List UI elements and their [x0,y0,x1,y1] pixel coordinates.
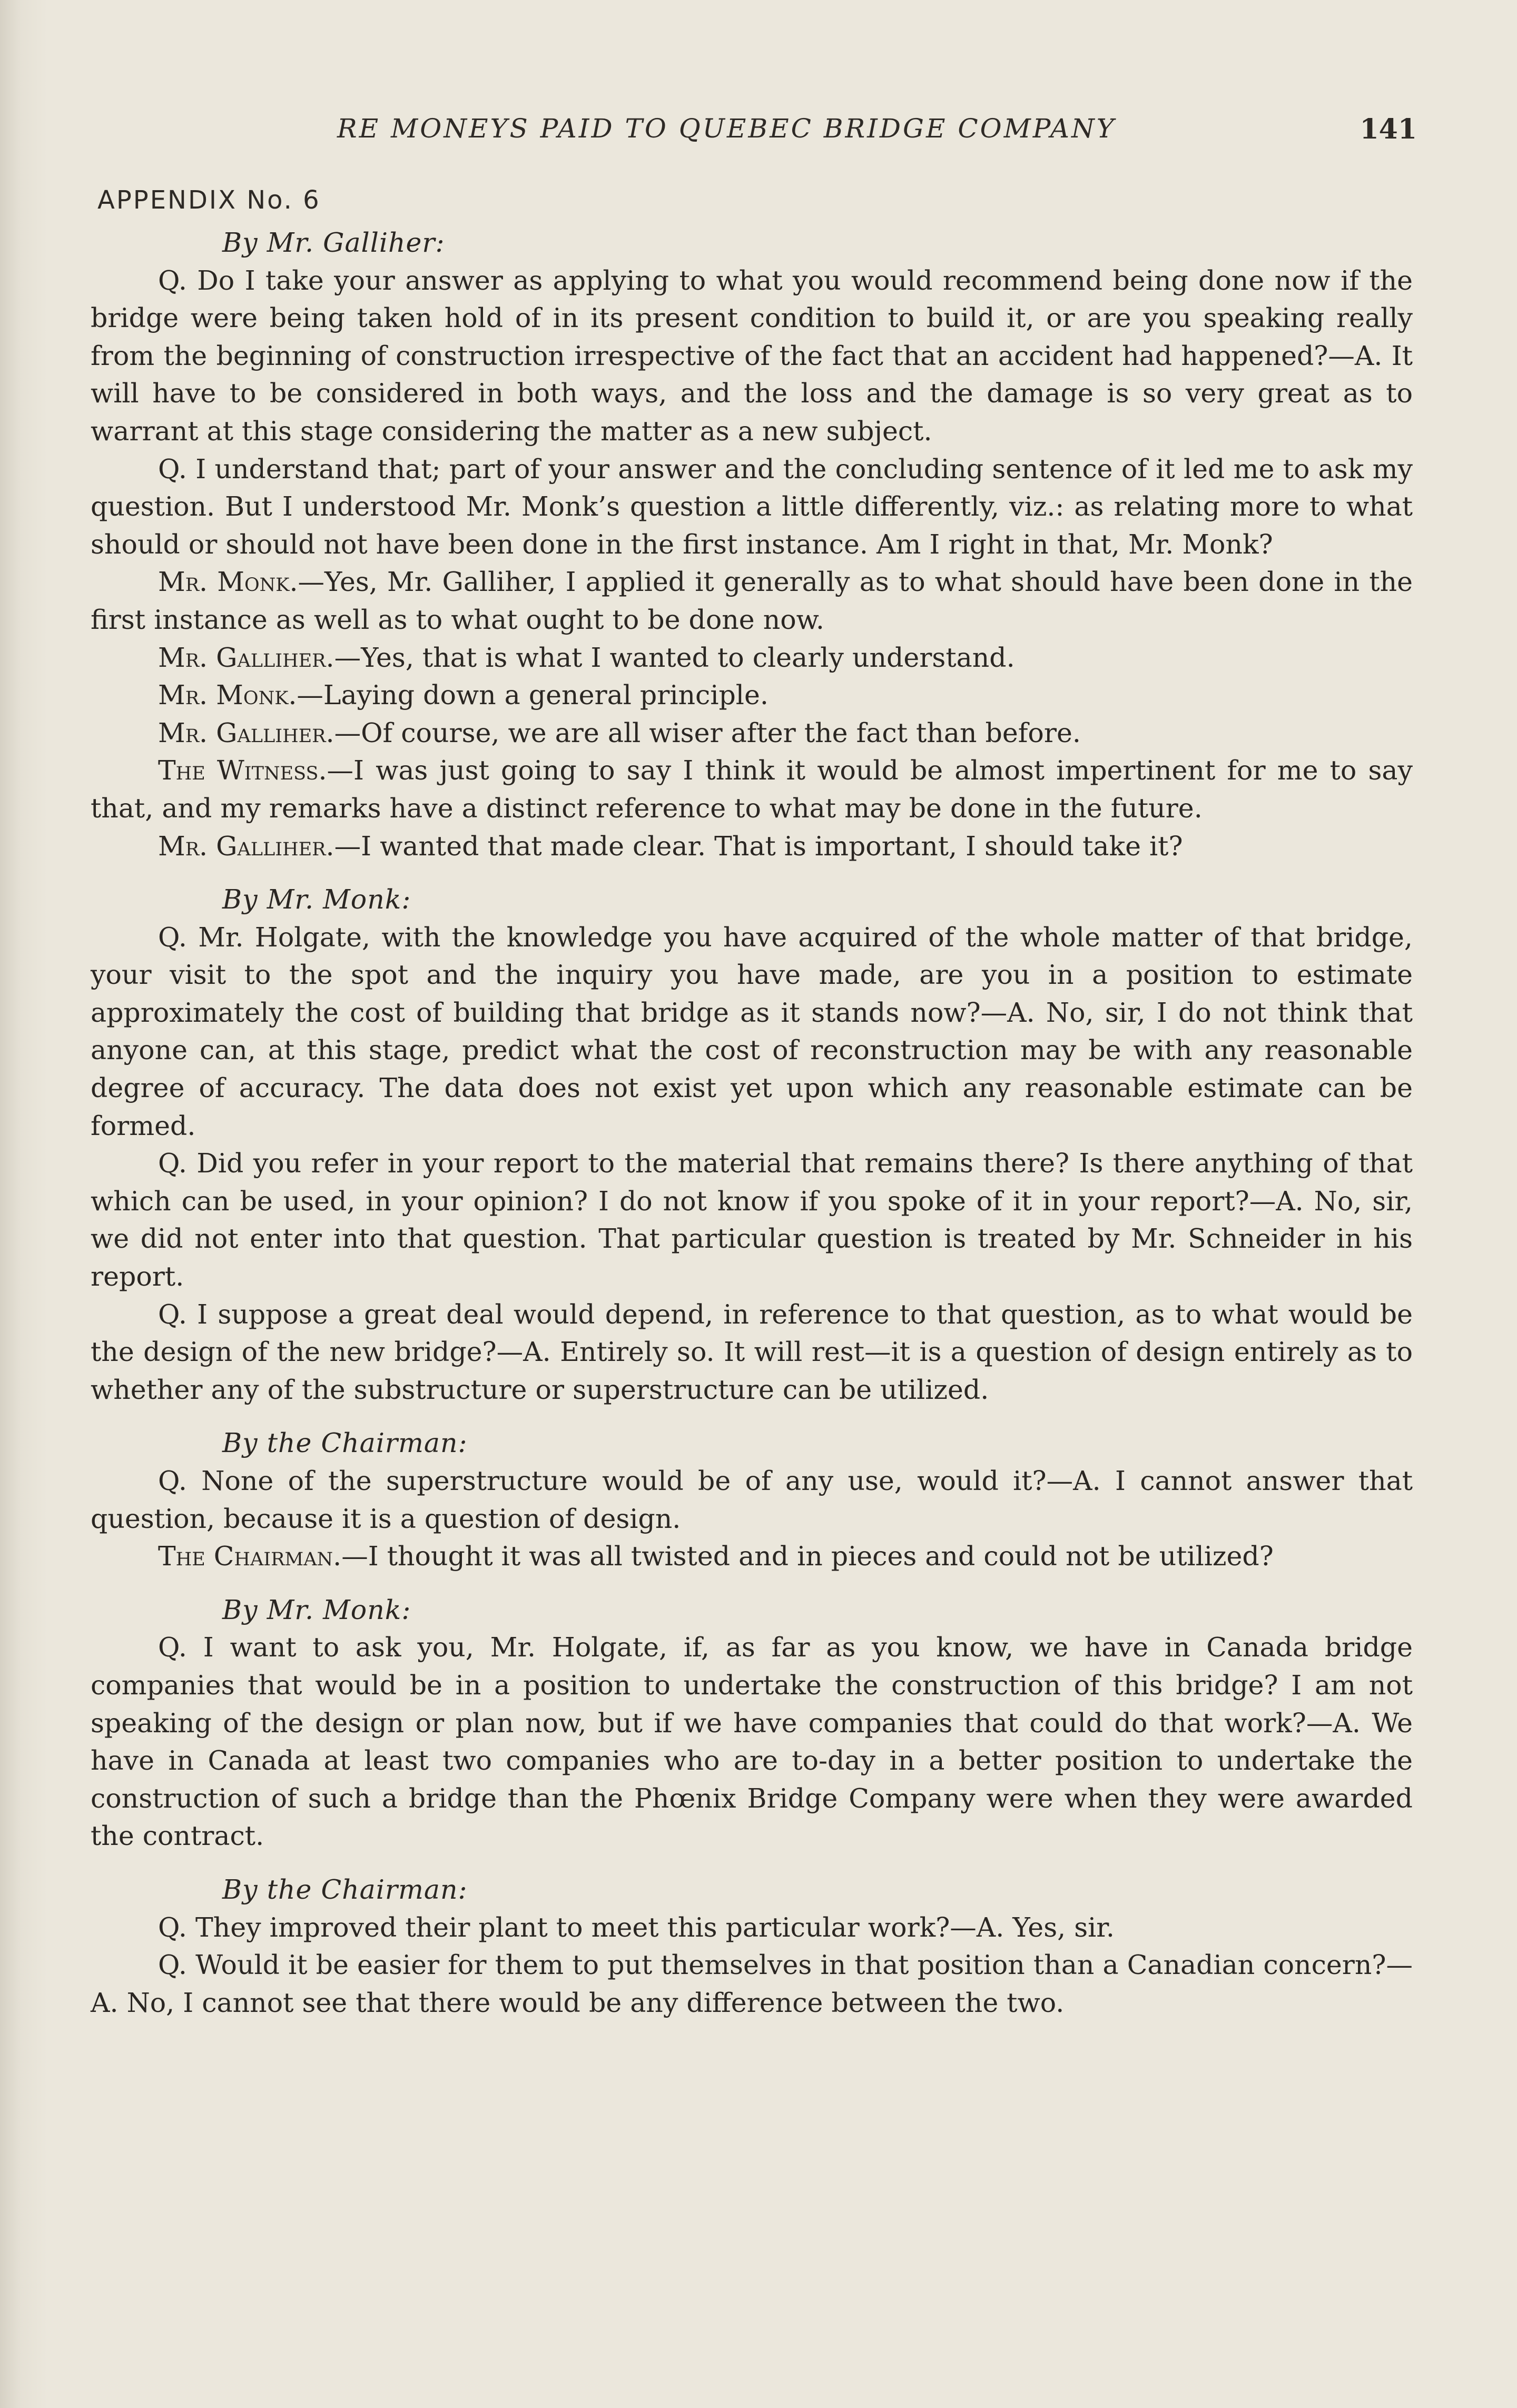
paragraph: Q. They improved their plant to meet this particular work?—A. Yes, sir. [158,1911,1115,1943]
speaker-paragraph [91,563,1413,638]
section-heading: By Mr. Monk: [222,1594,411,1625]
paragraph: Q. I want to ask you, Mr. Holgate, if, as far as you know, we have in Canada bridge companies that would be in a position to undertake the construction of this bridge? I am not speaking of the design or plan now, but if we have companies that could do that work?—A. We have in Canada at least two companies who are to-day in a better position to undertake the construction of such a bridge than the Phœnix Bridge Company were when they were awarded the contract. [91,1632,1413,1852]
speaker-name: The Witness. [158,755,327,786]
speaker-paragraph [91,639,1413,677]
paragraph: Q. I understand that; part of your answer and the concluding sentence of it led me to ask my question. But I understood Mr. Monk’s question a little differently, viz.: as relating more to what should or should not have been done in the first instance. Am I right in that, Mr. Monk? [91,453,1413,560]
page-header [337,113,1417,161]
section-heading: By Mr. Galliher: [222,227,445,258]
page-number: 141 [1360,113,1417,145]
body-text [91,224,1413,2021]
paragraph: Q. Do I take your answer as applying to what you would recommend being done now if the bridge were being taken hold of in its present condition to build it, or are you speaking really from the beginning of construction irrespective of the fact that an accident had happened?—A. It will have to be considered in both ways, and the loss and the damage is so very great as to warrant at this stage considering the matter as a new subject. [91,264,1413,447]
speaker-text: —I thought it was all twisted and in pieces and could not be utilized? [341,1541,1274,1572]
speaker-text: —Of course, we are all wiser after the fact than before. [334,717,1081,748]
speaker-paragraph [91,827,1413,865]
speaker-name: Mr. Monk. [158,679,297,711]
speaker-paragraph [91,676,1413,714]
paragraph: Q. I suppose a great deal would depend, in reference to that question, as to what would be the design of the new bridge?—A. Entirely so. It will rest—it is a question of design entirely as to whether any of the substructure or superstructure can be utilized. [91,1298,1413,1405]
paragraph: Q. Did you refer in your report to the material that remains there? Is there anything of that which can be used, in your opinion? I do not know if you spoke of it in your report?—A. No, sir, we did not enter into that question. That particular question is treated by Mr. Schneider in his report. [91,1148,1413,1292]
speaker-name: The Chairman. [158,1541,342,1572]
speaker-name: Mr. Galliher. [158,830,334,862]
speaker-text: —Laying down a general principle. [297,679,769,711]
appendix-label: APPENDIX No. 6 [97,185,321,215]
speaker-name: Mr. Galliher. [158,642,334,673]
speaker-text: —Yes, Mr. Galliher, I applied it generally as to what should have been done in the first instance as well as to what ought to be done now. [91,566,1413,635]
section-heading: By the Chairman: [222,1873,468,1905]
section-heading: By the Chairman: [222,1427,468,1459]
speaker-text: —Yes, that is what I wanted to clearly understand. [334,642,1015,673]
speaker-text: —I wanted that made clear. That is important, I should take it? [334,830,1183,862]
paragraph: Q. None of the superstructure would be of any use, would it?—A. I cannot answer that question, because it is a question of design. [91,1465,1413,1534]
speaker-name: Mr. Monk. [158,566,298,598]
speaker-paragraph [91,714,1413,752]
speaker-paragraph [91,1537,1413,1575]
paragraph: Q. Would it be easier for them to put themselves in that position than a Canadian concern?—A. No, I cannot see that there would be any difference between the two. [91,1949,1413,2018]
section-heading: By Mr. Monk: [222,884,411,915]
paragraph: Q. Mr. Holgate, with the knowledge you have acquired of the whole matter of that bridge, your visit to the spot and the inquiry you have made, are you in a position to estimate approximately the cost of building that bridge as it stands now?—A. No, sir, I do not think that anyone can, at this stage, predict what the cost of reconstruction may be with any reasonable degree of accuracy. The data does not exist yet upon which any reasonable estimate can be formed. [91,921,1413,1141]
speaker-name: Mr. Galliher. [158,717,334,748]
running-head: RE MONEYS PAID TO QUEBEC BRIDGE COMPANY [337,113,1116,144]
speaker-text: —I was just going to say I think it would be almost impertinent for me to say that, and my remarks have a distinct reference to what may be done in the future. [91,755,1413,824]
speaker-paragraph [91,752,1413,827]
